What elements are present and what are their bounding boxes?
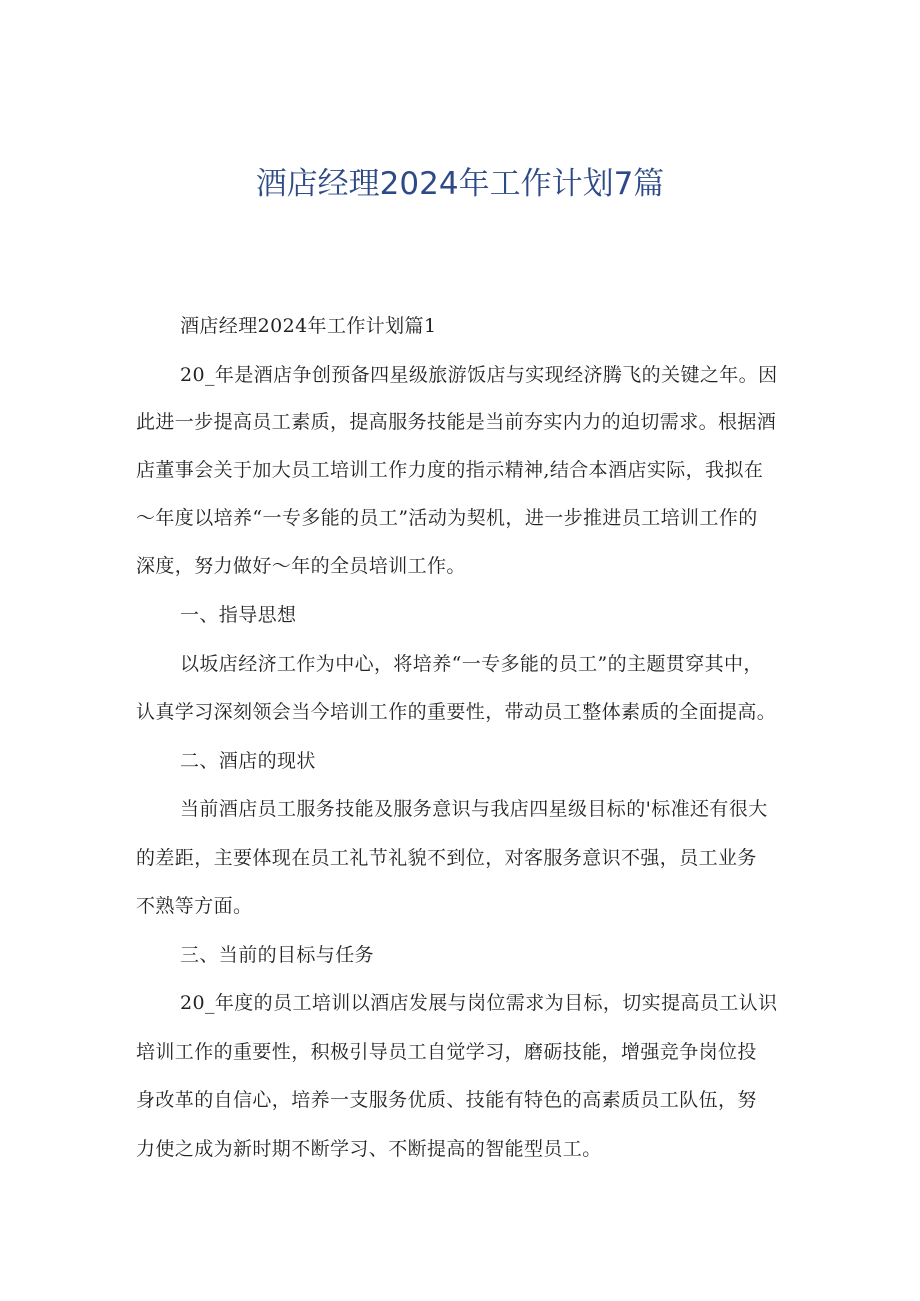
subheading-goals-tasks: 三、当前的目标与任务 bbox=[180, 944, 375, 966]
paragraph-line: 当前酒店员工服务技能及服务意识与我店四星级目标的'标准还有很大 bbox=[180, 798, 768, 820]
paragraph-line: 的差距，主要体现在员工礼节礼貌不到位，对客服务意识不强，员工业务 bbox=[136, 847, 757, 869]
paragraph-line: 培训工作的重要性，积极引导员工自觉学习，磨砺技能，增强竞争岗位投 bbox=[136, 1041, 757, 1063]
subheading-current-status: 二、酒店的现状 bbox=[180, 750, 316, 772]
paragraph-line: ～年度以培养“一专多能的员工”活动为契机，进一步推进员工培训工作的 bbox=[136, 507, 758, 529]
paragraph-line: 20_年是酒店争创预备四星级旅游饭店与实现经济腾飞的关键之年。因 bbox=[180, 364, 778, 386]
section-heading: 酒店经理2024年工作计划篇1 bbox=[180, 315, 437, 337]
paragraph-line: 不熟等方面。 bbox=[136, 895, 253, 917]
subheading-guiding-ideology: 一、指导思想 bbox=[180, 604, 297, 626]
document-title: 酒店经理2024年工作计划7篇 bbox=[255, 166, 665, 202]
paragraph-line: 力使之成为新时期不断学习、不断提高的智能型员工。 bbox=[136, 1138, 602, 1160]
paragraph-line: 20_年度的员工培训以酒店发展与岗位需求为目标，切实提高员工认识 bbox=[180, 992, 778, 1014]
paragraph-line: 此进一步提高员工素质，提高服务技能是当前夯实内力的迫切需求。根据酒 bbox=[136, 411, 777, 433]
paragraph-line: 以坂店经济工作为中心，将培养“一专多能的员工”的主题贯穿其中， bbox=[180, 653, 763, 675]
paragraph-line: 身改革的自信心，培养一支服务优质、技能有特色的高素质员工队伍，努 bbox=[136, 1089, 757, 1111]
paragraph-line: 深度，努力做好～年的全员培训工作。 bbox=[136, 555, 466, 577]
paragraph-line: 店董事会关于加大员工培训工作力度的指示精神,结合本酒店实际，我拟在 bbox=[136, 459, 764, 481]
paragraph-line: 认真学习深刻领会当今培训工作的重要性，带动员工整体素质的全面提高。 bbox=[136, 701, 777, 723]
